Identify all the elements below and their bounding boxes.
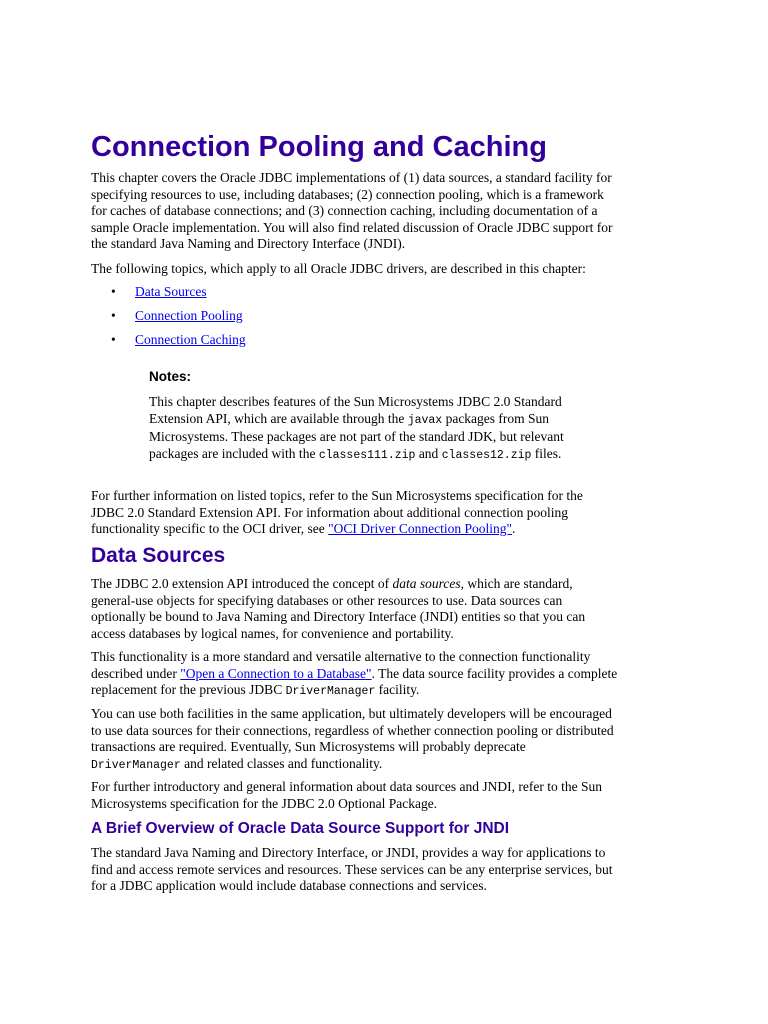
topics-list [111, 284, 246, 356]
data-sources-paragraph-3 [91, 706, 681, 774]
notes-line: This chapter describes features of the Sun Microsystems JDBC 2.0 Standard [149, 394, 562, 409]
paragraph-line: transactions are required. Eventually, Sun Microsystems will probably deprecate [91, 739, 526, 754]
intro-paragraph [91, 170, 681, 253]
oci-pooling-link[interactable]: "OCI Driver Connection Pooling" [328, 521, 513, 536]
intro-line: sample Oracle implementation. You will also find related discussion of Oracle JDBC support for [91, 219, 613, 235]
notes-line: Microsystems. These packages are not part of the standard JDK, but relevant [149, 429, 564, 444]
classes111-code: classes111.zip [318, 448, 416, 462]
intro-line: the standard Java Naming and Directory Interface (JNDI). [91, 236, 406, 251]
notes-line: Extension API, which are available through the javax packages from Sun [149, 410, 550, 427]
overview-paragraph [91, 845, 681, 895]
paragraph-line: For further information on listed topics, refer to the Sun Microsystems specification for the [91, 488, 583, 503]
intro-line: specifying resources to use, including databases; (2) connection pooling, which is a framework [91, 186, 604, 202]
paragraph-line: This functionality is a more standard and versatile alternative to the connection functionality [91, 649, 591, 664]
paragraph-line: DriverManager and related classes and functionality. [91, 755, 383, 772]
topic-link-connection-pooling[interactable]: Connection Pooling [135, 308, 243, 323]
bullet-icon: • [111, 332, 116, 347]
open-connection-link[interactable]: "Open a Connection to a Database" [180, 665, 372, 681]
further-info-paragraph [91, 488, 681, 538]
topic-link-connection-caching[interactable]: Connection Caching [135, 332, 246, 347]
paragraph-line: functionality specific to the OCI driver, see "OCI Driver Connection Pooling". [91, 521, 516, 536]
page-title: Connection Pooling and Caching [91, 131, 547, 163]
classes12-code: classes12.zip [441, 448, 532, 462]
paragraph-line: general-use objects for specifying databases or other resources to use. Data sources can [91, 592, 563, 608]
data-sources-paragraph-4 [91, 779, 681, 812]
paragraph-line: Microsystems specification for the JDBC 2.0 Optional Package. [91, 795, 438, 811]
paragraph-line: find and access remote services and resources. These services can be any enterprise services, but [91, 861, 613, 877]
notes-paragraph [149, 394, 669, 464]
paragraph-line: JDBC 2.0 Standard Extension API. For information about additional connection pooling [91, 504, 568, 520]
section-heading-data-sources: Data Sources [91, 544, 226, 567]
topic-link-data-sources[interactable]: Data Sources [135, 284, 207, 299]
notes-line: packages are included with the classes111.zip and classes12.zip files. [149, 445, 562, 462]
intro-line: This chapter covers the Oracle JDBC implementations of (1) data sources, a standard facility for [91, 170, 612, 185]
notes-box [149, 368, 669, 464]
bullet-icon: • [111, 284, 116, 299]
list-item [111, 308, 246, 332]
intro-line: for caches of database connections; and (3) connection caching, including documentation of a [91, 203, 598, 218]
javax-code: javax [407, 413, 443, 427]
paragraph-line: For further introductory and general information about data sources and JNDI, refer to the Sun [91, 779, 602, 794]
paragraph-line: You can use both facilities in the same application, but ultimately developers will be encouraged [91, 706, 612, 721]
notes-title: Notes: [149, 369, 192, 384]
paragraph-line: for a JDBC application would include database connections and services. [91, 878, 487, 893]
topics-lead: The following topics, which apply to all Oracle JDBC drivers, are described in this chapter: [91, 261, 586, 276]
bullet-icon: • [111, 308, 116, 323]
paragraph-line: optionally be bound to Java Naming and Directory Interface (JNDI) entities so that you can [91, 609, 586, 624]
paragraph-line: to use data sources for their connections, regardless of whether connection pooling or distributed [91, 722, 614, 738]
paragraph-line: The standard Java Naming and Directory Interface, or JNDI, provides a way for applications to [91, 845, 606, 860]
paragraph-line: described under "Open a Connection to a Database". The data source facility provides a complete [91, 665, 618, 681]
list-item [111, 332, 246, 356]
paragraph-line: replacement for the previous JDBC DriverManager facility. [91, 682, 420, 698]
data-sources-paragraph-1 [91, 576, 681, 642]
paragraph-line: access databases by logical names, for convenience and portability. [91, 625, 454, 641]
data-sources-paragraph-2 [91, 649, 681, 701]
drivermanager-code: DriverManager [91, 758, 181, 772]
drivermanager-code: DriverManager [285, 685, 376, 698]
subsection-heading-jndi-overview: A Brief Overview of Oracle Data Source Support for JNDI [91, 820, 510, 837]
list-item [111, 284, 246, 308]
paragraph-line: The JDBC 2.0 extension API introduced the concept of data sources, which are standard, [91, 576, 573, 591]
